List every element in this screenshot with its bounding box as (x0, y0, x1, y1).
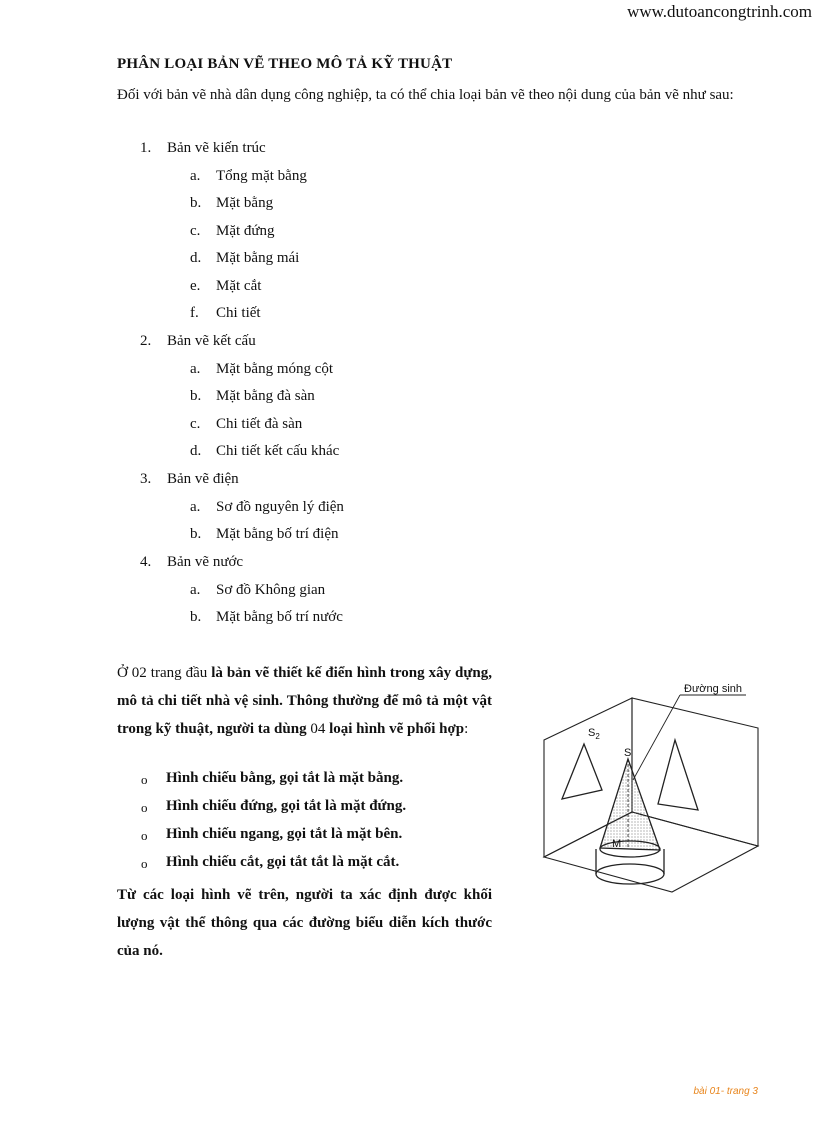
s-label: S (624, 747, 632, 759)
sub-item-label: Chi tiết (216, 305, 261, 321)
generatrix-leader (633, 695, 746, 780)
sub-item-label: Chi tiết đà sàn (216, 416, 303, 432)
s2-letter: S (588, 727, 596, 739)
outline-label: Bản vẽ kiến trúc (167, 140, 266, 156)
sub-item-label: Mặt bằng đà sàn (216, 388, 315, 404)
outline-number: 2. (140, 333, 152, 349)
page-footer: bài 01- trang 3 (693, 1086, 758, 1097)
sub-item-letter: b. (190, 526, 202, 542)
outline-number: 3. (140, 471, 152, 487)
bullet-text: Hình chiếu bằng, gọi tắt là mặt bằng. (166, 770, 404, 786)
s2-subscript: 2 (595, 732, 600, 741)
sub-item-label: Mặt đứng (216, 223, 275, 239)
sub-item-label: Mặt bằng bố trí nước (216, 609, 343, 625)
m-label: M (612, 838, 622, 850)
sub-item-letter: c. (190, 223, 201, 239)
sub-item-letter: d. (190, 443, 202, 459)
sub-item-label: Mặt bằng mái (216, 250, 300, 266)
sub-item-letter: a. (190, 582, 201, 598)
bullet-icon: o (141, 856, 148, 871)
sub-item-letter: a. (190, 168, 201, 184)
paragraph-suffix: : (464, 721, 469, 737)
sub-item-letter: d. (190, 250, 202, 266)
sub-item-label: Tổng mặt bằng (216, 168, 307, 184)
sub-item-label: Sơ đồ nguyên lý điện (216, 499, 344, 515)
bullet-icon: o (141, 828, 148, 843)
outline-label: Bản vẽ kết cấu (167, 333, 256, 349)
bullet-icon: o (141, 800, 148, 815)
page-title: PHÂN LOẠI BẢN VẼ THEO MÔ TẢ KỸ THUẬT (117, 56, 453, 72)
sub-item-letter: c. (190, 416, 201, 432)
sub-item-letter: f. (190, 305, 199, 321)
drawing-description-paragraph (117, 659, 492, 743)
cone (596, 759, 664, 884)
right-projection-triangle (658, 740, 698, 810)
sub-item-letter: e. (190, 278, 201, 294)
sub-item-letter: a. (190, 361, 201, 377)
outline-number: 4. (140, 554, 152, 570)
intro-paragraph: Đối với bản vẽ nhà dân dụng công nghiệp, ta có thể chia loại bản vẽ theo nội dung của bản vẽ như sau: (117, 87, 734, 103)
paragraph-bold-2: loại hình vẽ phối hợp (325, 721, 465, 737)
bullet-text: Hình chiếu cắt, gọi tắt tắt là mặt cắt. (166, 854, 400, 870)
sub-item-label: Mặt cắt (216, 278, 262, 294)
paragraph-prefix: Ở 02 trang đầu (117, 665, 212, 681)
site-url: www.dutoancongtrinh.com (627, 2, 812, 21)
outline-label: Bản vẽ điện (167, 471, 239, 487)
bullet-icon: o (141, 772, 148, 787)
sub-item-label: Mặt bằng móng cột (216, 361, 334, 377)
sub-item-label: Mặt bằng bố trí điện (216, 526, 339, 542)
sub-item-letter: b. (190, 609, 202, 625)
generatrix-label: Đường sinh (684, 683, 742, 695)
sub-item-letter: b. (190, 388, 202, 404)
cone-projection-figure (520, 662, 782, 924)
closing-paragraph: Từ các loại hình vẽ trên, người ta xác định được khối lượng vật thể thông qua các đường biểu diễn kích thước của nó. (117, 887, 492, 959)
outline-number: 1. (140, 140, 152, 156)
sub-item-label: Mặt bằng (216, 195, 274, 211)
sub-item-letter: a. (190, 499, 201, 515)
bullet-text: Hình chiếu đứng, gọi tắt là mặt đứng. (166, 798, 407, 814)
bullet-text: Hình chiếu ngang, gọi tắt là mặt bên. (166, 826, 403, 842)
projection-planes (544, 698, 758, 892)
sub-item-letter: b. (190, 195, 202, 211)
outline-label: Bản vẽ nước (167, 554, 244, 570)
sub-item-label: Chi tiết kết cấu khác (216, 443, 340, 459)
s2-label (588, 727, 600, 741)
left-projection-triangle (562, 744, 602, 799)
paragraph-bold-1: là bản vẽ thiết kế điển hình trong xây dựng, mô tả chi tiết nhà vệ sinh. Thông thường để mô tả một vật trong kỹ thuật, người ta dùng (117, 665, 492, 737)
sub-item-label: Sơ đồ Không gian (216, 582, 326, 598)
paragraph-number: 04 (310, 721, 326, 737)
